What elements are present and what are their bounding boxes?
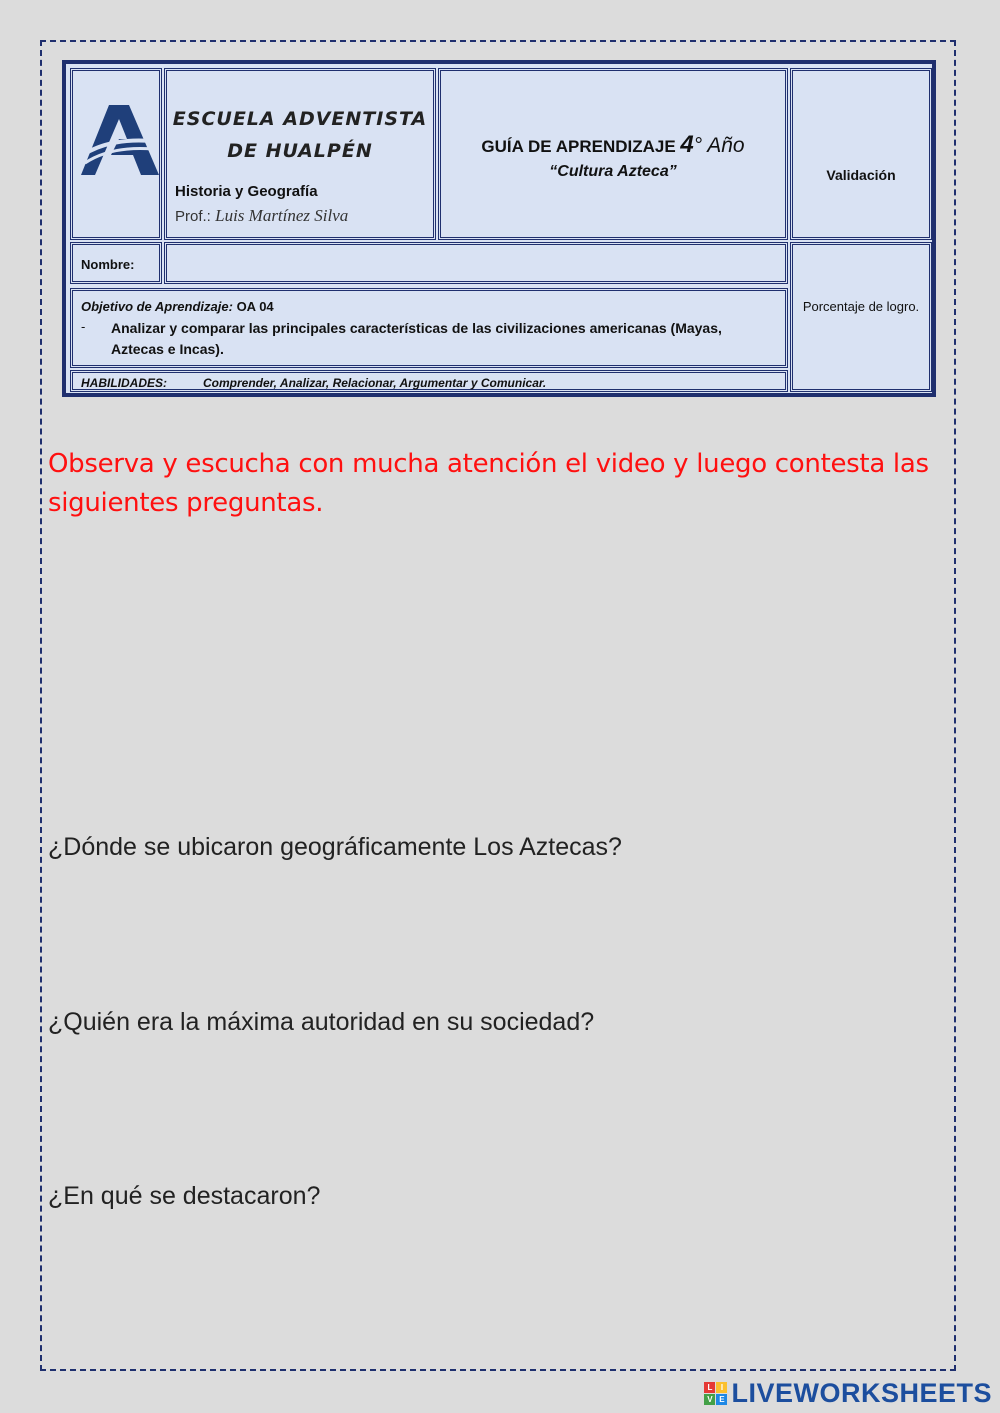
- name-label: Nombre:: [81, 257, 135, 272]
- objective-text: Analizar y comparar las principales características de las civilizaciones americanas (Mayas, Aztecas e Incas).: [111, 320, 722, 357]
- guide-grade: 4: [680, 131, 694, 158]
- brand-icon-letter-e: E: [716, 1394, 727, 1405]
- question-1: ¿Dónde se ubicaron geográficamente Los Aztecas?: [48, 833, 622, 861]
- percent-cell: [790, 242, 932, 392]
- header-table: [62, 60, 936, 397]
- validation-label: Validación: [826, 167, 896, 183]
- validation-cell: [790, 68, 932, 240]
- teacher-prefix: Prof.:: [175, 208, 211, 225]
- school-name: [167, 103, 433, 167]
- school-logo-icon: [81, 105, 159, 177]
- brand-icon-letter-i: I: [716, 1382, 727, 1393]
- objective-heading: [81, 299, 274, 314]
- school-name-line1: ESCUELA ADVENTISTA: [172, 108, 428, 130]
- objective-bullet: -: [81, 319, 86, 334]
- percent-label: Porcentaje de logro.: [802, 299, 920, 314]
- subject-label: Historia y Geografía: [175, 183, 318, 200]
- name-label-cell: [70, 242, 162, 284]
- liveworksheets-logo-text: LIVEWORKSHEETS: [731, 1377, 992, 1408]
- guide-title-cell: [438, 68, 788, 240]
- liveworksheets-brand[interactable]: [704, 1376, 992, 1410]
- skills-label: HABILIDADES:: [81, 376, 167, 390]
- question-2: ¿Quién era la máxima autoridad en su sociedad?: [48, 1008, 595, 1036]
- logo-cell: [70, 68, 162, 240]
- skills-cell: [70, 370, 788, 392]
- brand-icon-letter-l: L: [704, 1382, 715, 1393]
- school-info-cell: [164, 68, 436, 240]
- question-3: ¿En qué se destacaron?: [48, 1182, 321, 1210]
- skills-text: Comprender, Analizar, Relacionar, Argumentar y Comunicar.: [203, 376, 547, 390]
- guide-title: [441, 131, 785, 159]
- objective-label: Objetivo de Aprendizaje:: [81, 299, 233, 314]
- objective-code: OA 04: [236, 299, 274, 314]
- liveworksheets-icon: [704, 1382, 727, 1405]
- guide-subtitle: “Cultura Azteca”: [549, 163, 677, 180]
- brand-icon-letter-v: V: [704, 1394, 715, 1405]
- objective-cell: [70, 288, 788, 368]
- guide-title-text: GUÍA DE APRENDIZAJE: [481, 137, 676, 156]
- name-field[interactable]: [164, 242, 788, 284]
- guide-year-label: ° Año: [693, 134, 745, 157]
- teacher-line: [175, 206, 348, 226]
- school-name-line2: DE HUALPÉN: [227, 140, 373, 162]
- instruction-text: Observa y escucha con mucha atención el video y luego contesta las siguientes preguntas.: [48, 449, 929, 518]
- teacher-name: Luis Martínez Silva: [215, 206, 349, 225]
